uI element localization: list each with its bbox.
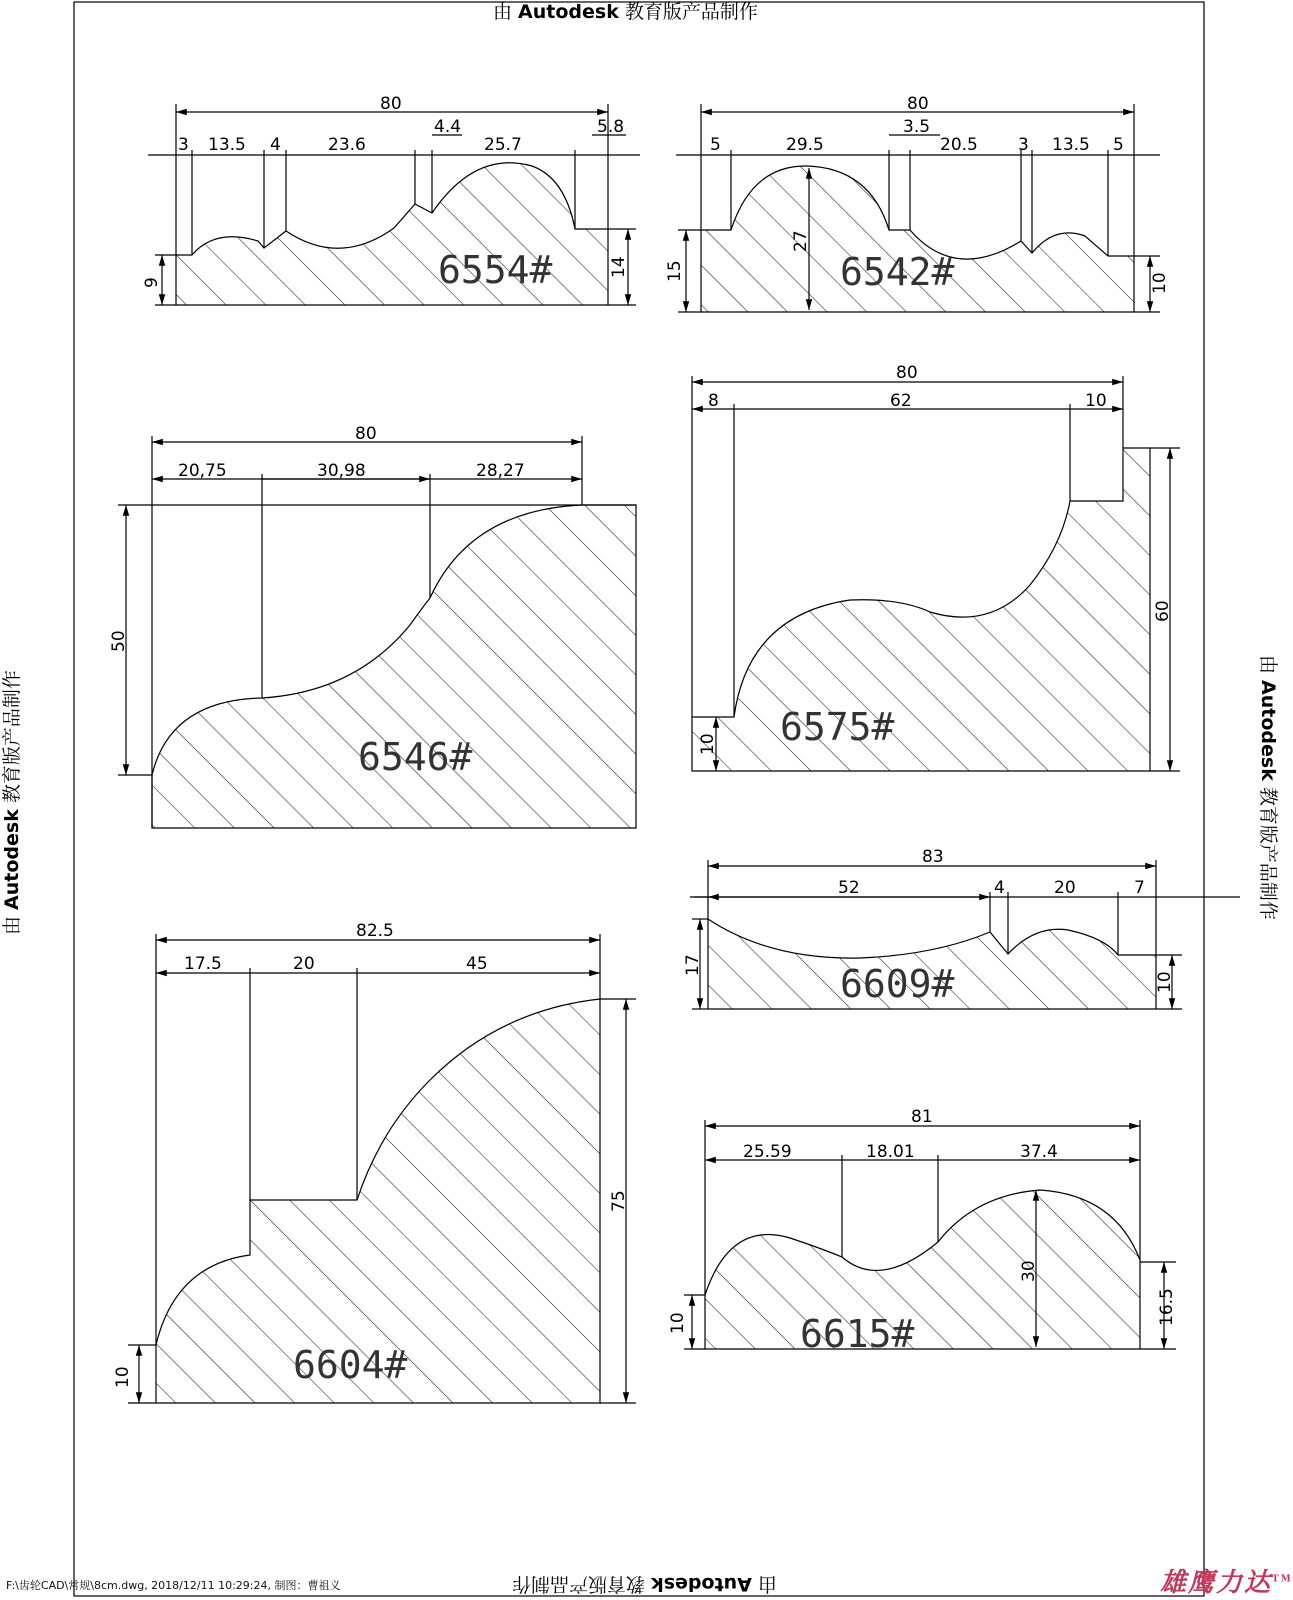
dim-6575-h-1: 10 (698, 733, 718, 755)
dim-6604-seg-2: 45 (466, 954, 488, 974)
dim-6615-seg-2: 37.4 (1020, 1142, 1058, 1162)
dim-6604-seg-1: 20 (293, 954, 315, 974)
dim-6554-h-1: 14 (609, 256, 629, 278)
dim-6554-seg-1: 13.5 (208, 135, 246, 155)
brand-logo: 雄鹰力达™ (1160, 1568, 1293, 1598)
dim-6542-seg-2: 3.5 (903, 117, 931, 137)
dim-6546-seg-0: 20,75 (178, 461, 227, 481)
dim-6554-seg-6: 5.8 (597, 117, 625, 137)
profile-6604 (128, 934, 636, 1403)
watermark-left: 由 Autodesk 教育版产品制作 (1, 670, 23, 935)
watermark-bottom: 由 Autodesk 教育版产品制作 (512, 1573, 777, 1595)
dim-6542-seg-3: 20.5 (940, 135, 978, 155)
dim-6542-overall: 80 (907, 94, 929, 114)
dim-6554-seg-0: 3 (178, 135, 189, 155)
dim-6554-overall: 80 (380, 94, 402, 114)
dim-6554-h-0: 9 (142, 277, 162, 288)
dim-6575-overall: 80 (896, 363, 918, 383)
watermark-right: 由 Autodesk 教育版产品制作 (1257, 655, 1279, 920)
profile-6615-section (705, 1190, 1140, 1349)
dim-6546-h-0: 50 (109, 630, 129, 652)
dim-6615-seg-0: 25.59 (743, 1142, 792, 1162)
dim-6609-h-0: 17 (683, 954, 703, 976)
dim-6554-seg-5: 25.7 (484, 135, 522, 155)
profile-id-6609: 6609# (840, 962, 955, 1006)
dim-6554-seg-3: 23.6 (328, 135, 366, 155)
file-path-footer: F:\齿轮CAD\常规\8cm.dwg, 2018/12/11 10:29:24, 制图：曹祖义 (6, 1579, 341, 1592)
dim-6609-seg-1: 4 (994, 878, 1005, 898)
dim-6542-seg-1: 29.5 (786, 135, 824, 155)
dim-6609-seg-3: 7 (1134, 878, 1145, 898)
dim-6609-h-1: 10 (1155, 971, 1175, 993)
profile-id-6604: 6604# (293, 1343, 408, 1387)
dim-6604-overall: 82.5 (356, 921, 394, 941)
dim-6615-overall: 81 (911, 1107, 933, 1127)
dim-6604-seg-0: 17.5 (184, 954, 222, 974)
dim-6554-seg-2: 4 (270, 135, 281, 155)
dim-6615-seg-1: 18.01 (866, 1142, 915, 1162)
dim-6542-seg-4: 3 (1018, 135, 1029, 155)
dim-6604-h-0: 75 (609, 1190, 629, 1212)
dim-6546-seg-1: 30,98 (317, 461, 366, 481)
dim-6542-seg-6: 5 (1113, 135, 1124, 155)
dim-6615-h-0: 30 (1019, 1260, 1039, 1282)
dim-6554-seg-4: 4.4 (434, 117, 462, 137)
dim-6609-seg-2: 20 (1054, 878, 1076, 898)
dim-6575-seg-0: 8 (708, 391, 719, 411)
profile-id-6546: 6546# (358, 735, 473, 779)
watermark-top: 由 Autodesk 教育版产品制作 (493, 1, 758, 23)
dim-6542-h-2: 10 (1150, 272, 1170, 294)
dim-6575-seg-2: 10 (1085, 391, 1107, 411)
dim-6546-overall: 80 (355, 424, 377, 444)
profile-id-6575: 6575# (780, 705, 895, 749)
dim-6546-seg-2: 28,27 (476, 461, 525, 481)
dim-6542-h-0: 15 (665, 260, 685, 282)
dim-6542-seg-5: 13.5 (1052, 135, 1090, 155)
dim-6615-h-1: 10 (668, 1312, 688, 1334)
dim-6609-seg-0: 52 (838, 878, 860, 898)
dim-6542-h-1: 27 (791, 230, 811, 252)
profile-id-6554: 6554# (438, 248, 553, 292)
profile-id-6542: 6542# (840, 250, 955, 294)
profile-id-6615: 6615# (800, 1312, 915, 1356)
dim-6604-h-1: 10 (113, 1366, 133, 1388)
profile-6575 (692, 376, 1180, 771)
profile-6575-section (692, 448, 1150, 771)
dim-6575-seg-1: 62 (890, 391, 912, 411)
dim-6575-h-0: 60 (1153, 600, 1173, 622)
dim-6615-h-2: 16.5 (1157, 1288, 1177, 1326)
profile-6546-section (152, 505, 636, 828)
dim-6542-seg-0: 5 (710, 135, 721, 155)
dim-6609-overall: 83 (922, 847, 944, 867)
